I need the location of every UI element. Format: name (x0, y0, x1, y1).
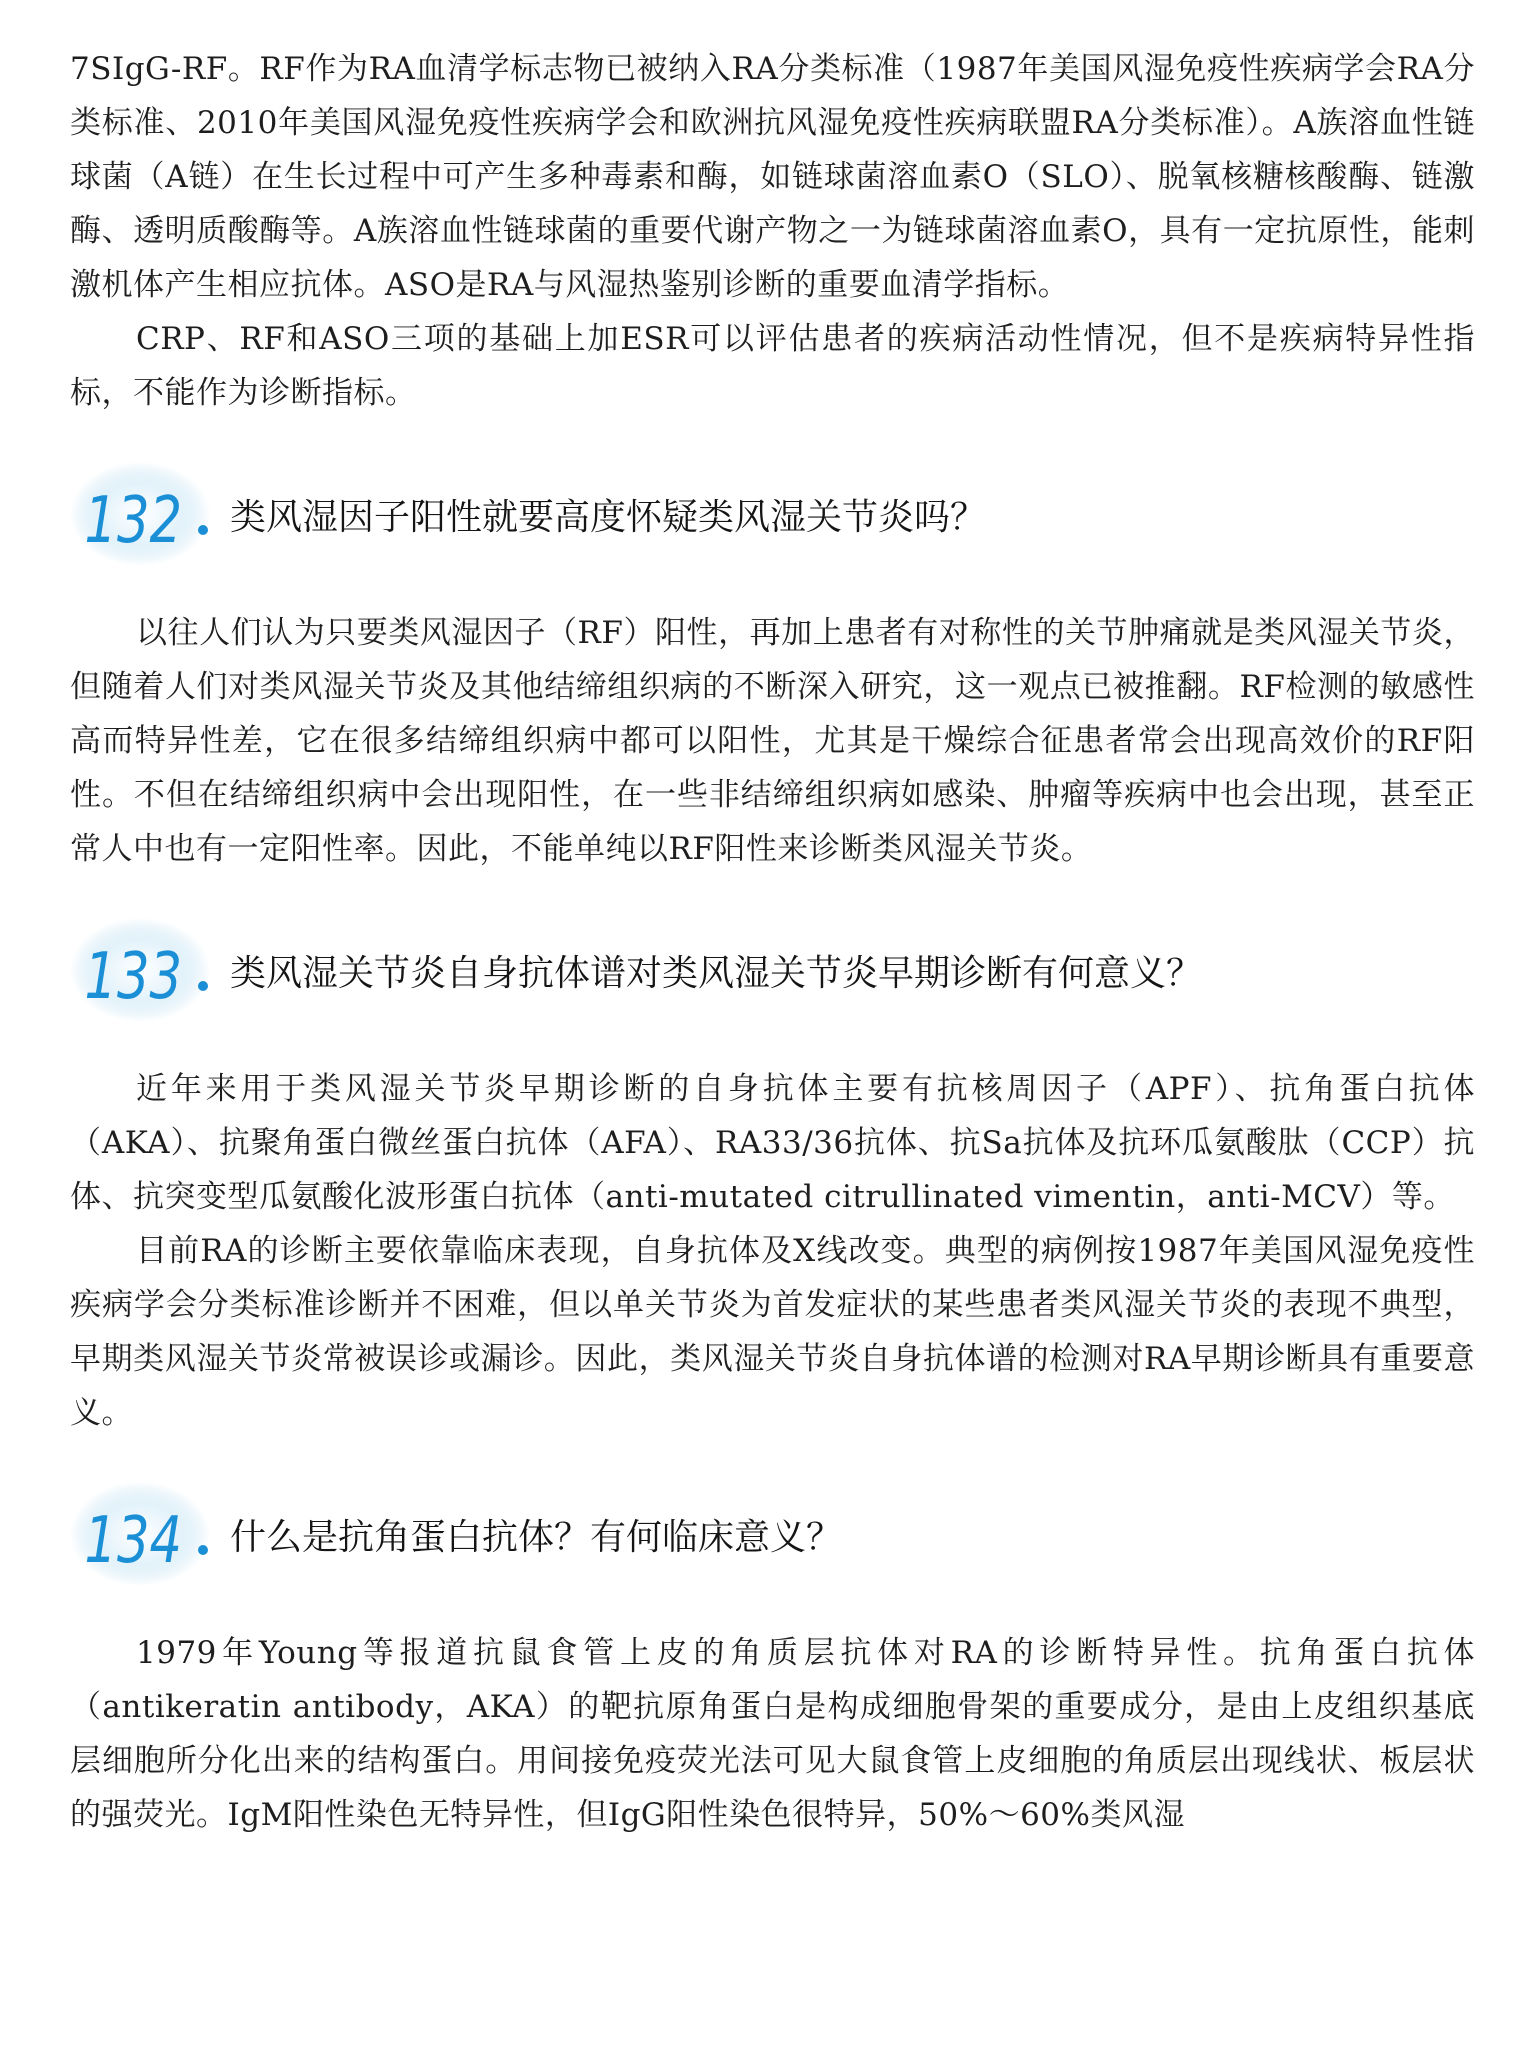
badge-number: 132 (84, 482, 183, 558)
paragraph-top-2: CRP、RF和ASO三项的基础上加ESR可以评估患者的疾病活动性情况，但不是疾病特异性指标，不能作为诊断指标。 (70, 321, 1475, 411)
question-heading-133 (70, 916, 1475, 1036)
badge-dot (198, 525, 208, 535)
badge-dot (198, 981, 208, 991)
question-number-badge (70, 916, 215, 1028)
question-heading-132 (70, 460, 1475, 580)
section-133-paragraph-1: 近年来用于类风湿关节炎早期诊断的自身抗体主要有抗核周因子（APF）、抗角蛋白抗体（AKA）、抗聚角蛋白微丝蛋白抗体（AFA）、RA33/36抗体、抗Sa抗体及抗环瓜氨酸肽（CCP）抗体、抗突变型瓜氨酸化波形蛋白抗体（anti-mutated citrullinated vimentin，anti-MCV）等。 (70, 1071, 1475, 1215)
badge-dot (198, 1545, 208, 1555)
paragraph-top-1: 7SIgG-RF。RF作为RA血清学标志物已被纳入RA分类标准（1987年美国风湿免疫性疾病学会RA分类标准、2010年美国风湿免疫性疾病学会和欧洲抗风湿免疫性疾病联盟RA分类标准）。A族溶血性链球菌（A链）在生长过程中可产生多种毒素和酶，如链球菌溶血素O（SLO）、脱氧核糖核酸酶、链激酶、透明质酸酶等。A族溶血性链球菌的重要代谢产物之一为链球菌溶血素O，具有一定抗原性，能刺激机体产生相应抗体。ASO是RA与风湿热鉴别诊断的重要血清学指标。 (70, 51, 1475, 303)
badge-number: 134 (84, 1502, 183, 1578)
question-title: 类风湿关节炎自身抗体谱对类风湿关节炎早期诊断有何意义？ (230, 953, 1203, 994)
question-heading-134 (70, 1480, 1475, 1600)
question-title: 类风湿因子阳性就要高度怀疑类风湿关节炎吗？ (230, 497, 987, 538)
badge-number: 133 (84, 938, 183, 1014)
section-133-paragraph-2: 目前RA的诊断主要依靠临床表现，自身抗体及X线改变。典型的病例按1987年美国风湿免疫性疾病学会分类标准诊断并不困难，但以单关节炎为首发症状的某些患者类风湿关节炎的表现不典型，早期类风湿关节炎常被误诊或漏诊。因此，类风湿关节炎自身抗体谱的检测对RA早期诊断具有重要意义。 (70, 1233, 1475, 1431)
section-132-paragraph-1: 以往人们认为只要类风湿因子（RF）阳性，再加上患者有对称性的关节肿痛就是类风湿关节炎，但随着人们对类风湿关节炎及其他结缔组织病的不断深入研究，这一观点已被推翻。RF检测的敏感性高而特异性差，它在很多结缔组织病中都可以阳性，尤其是干燥综合征患者常会出现高效价的RF阳性。不但在结缔组织病中会出现阳性，在一些非结缔组织病如感染、肿瘤等疾病中也会出现，甚至正常人中也有一定阳性率。因此，不能单纯以RF阳性来诊断类风湿关节炎。 (70, 615, 1475, 867)
document-page (70, 0, 1475, 1842)
question-number-badge (70, 1480, 215, 1592)
question-title: 什么是抗角蛋白抗体？有何临床意义？ (230, 1517, 843, 1558)
question-number-badge (70, 460, 215, 572)
section-134-paragraph-1: 1979年Young等报道抗鼠食管上皮的角质层抗体对RA的诊断特异性。抗角蛋白抗体（antikeratin antibody，AKA）的靶抗原角蛋白是构成细胞骨架的重要成分，是由上皮组织基底层细胞所分化出来的结构蛋白。用间接免疫荧光法可见大鼠食管上皮细胞的角质层出现线状、板层状的强荧光。IgM阳性染色无特异性，但IgG阳性染色很特异，50%～60%类风湿 (70, 1635, 1475, 1833)
